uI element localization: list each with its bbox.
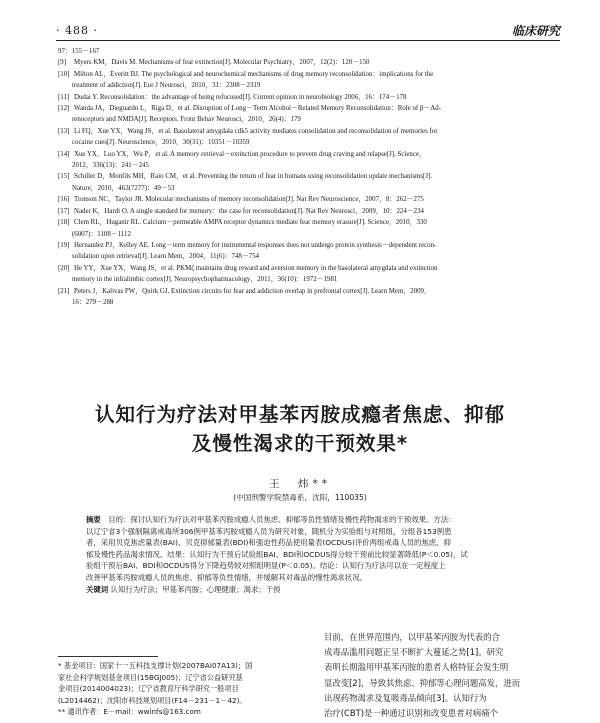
- reference-number: [19]: [58, 241, 70, 249]
- footnote-line: 金项目(2014004023)；辽宁省教育厅科学研究一般项目: [58, 684, 239, 694]
- reference-text: 16：279－288: [72, 298, 114, 306]
- body-line: 表明长期滥用甲基苯丙胺的患者人格特征会发生明: [324, 662, 509, 673]
- abstract-line-text: 目的：探讨认知行为疗法对甲基苯丙胺成瘾人员焦虑、抑郁等负性情绪及慢性药物渴求的干预效果。方法：: [108, 515, 456, 524]
- footnote-line: 家社会科学规划基金项目(15BGJ005)；辽宁省公益研究基: [58, 672, 243, 682]
- reference-line: [58, 206, 554, 217]
- footnote-line: * 基金项目：国家十一五科技支撑计划(2007BAI07A13)；国: [58, 661, 253, 670]
- reference-line: [58, 183, 554, 194]
- abstract-line: [86, 572, 556, 584]
- reference-text: Xue YX，Luo YX，Wu P，et al. A memory retrieval－extinction procedure to prevent drug craving and relapse[J]. Science，: [74, 150, 426, 158]
- reference-line: [58, 251, 554, 262]
- reference-line: [58, 80, 554, 91]
- reference-line: [58, 103, 554, 114]
- body-line: 显改变[2]，导致其焦虑、抑郁等心理问题高发，进而: [324, 677, 521, 688]
- reference-line: [58, 137, 554, 148]
- reference-text: 2012，336(13)：241－245: [72, 162, 149, 170]
- footnote-line: (L2014462)；沈阳市科技规划项目(F14－231－1－42)。: [58, 695, 247, 705]
- reference-text: Clem RL，Huganir RL. Calcium－permeable AMPA receptor dynamics mediate fear memory erasure[J]. Science，2010，330: [74, 219, 427, 227]
- reference-number: [15]: [58, 173, 70, 181]
- article-title-line-1: 认知行为疗法对甲基苯丙胺成瘾者焦虑、抑郁: [94, 403, 505, 426]
- abstract-line: [86, 526, 556, 538]
- reference-text: (6007)：1108－1112: [72, 230, 131, 238]
- abstract-line: [86, 560, 556, 572]
- reference-text: memory in the infralimbic cortex[J]. Neuropsychopharmacology，2011，36(10)：1972－1981: [72, 276, 338, 284]
- reference-line: [58, 229, 554, 240]
- author-name: 王 炜**: [269, 478, 331, 490]
- reference-text: Wanda JA，Dieguardo L，Riga D，et al. Disruption of Long－Term Alcohol－Related Memory Reconsolidation：Role of β－Ad-: [74, 105, 442, 113]
- reference-line: [58, 46, 554, 57]
- reference-list: [58, 46, 554, 308]
- reference-line: [58, 274, 554, 285]
- reference-line: [58, 263, 554, 274]
- reference-number: [9]: [58, 59, 67, 67]
- reference-number: [11]: [58, 93, 70, 101]
- reference-line: [58, 194, 554, 205]
- reference-text: Myers KM，Davis M. Mechanisms of fear extinction[J]. Molecular Psychiatry，2007，12(2)：120－150: [74, 59, 370, 67]
- reference-line: [58, 57, 554, 68]
- abstract-label: 摘要: [86, 515, 109, 524]
- header-rule: [56, 40, 560, 41]
- reference-text: Nader K，Hardt O. A single standard for memory：the case for reconsolidation[J]. Nat Rev Neurosci，2009，10：224－234: [74, 207, 425, 215]
- author-affiliation: (中国刑警学院禁毒系，沈阳，110035): [233, 493, 367, 502]
- reference-number: [18]: [58, 219, 70, 227]
- reference-text: Milton AL，Everitt BJ. The psychological and neurochemical mechanisms of drug memory reconsolidation：implications for the: [74, 70, 434, 78]
- keywords-line: [86, 584, 556, 596]
- abstract-text: [86, 514, 556, 584]
- abstract-line-text: 验组干预后BAI、BDI和OCDUS得分下降趋势较对照组明显(P＜0.05)。结论：认知行为疗法可以在一定程度上: [86, 561, 446, 571]
- body-paragraph: [324, 630, 560, 721]
- reference-line: [58, 114, 554, 125]
- reference-text: Li FQ，Xue YX，Wang JS，et al. Basolateral amygdala cdk5 activity mediates consolidation and reconsolidation of memories for: [74, 127, 438, 135]
- abstract-line: [86, 537, 556, 549]
- journal-name: 临床研究: [511, 24, 560, 38]
- keywords-text: 认知行为疗法；甲基苯丙胺；心理健康；渴求；干预: [110, 584, 281, 594]
- reference-number: [16]: [58, 196, 70, 204]
- footnote-block: [58, 660, 298, 718]
- body-line: 出现药物渴求及复吸毒品倾向[3]。认知行为: [324, 692, 487, 703]
- abstract-block: [86, 514, 556, 595]
- reference-text: cocaine cues[J]. Neuroscience，2010，30(31)：10351－10359: [72, 139, 250, 147]
- reference-number: [20]: [58, 264, 70, 272]
- reference-line: [58, 297, 554, 308]
- footnote-line: ** 通讯作者：E－mail：wwlnfs@163.com: [58, 707, 201, 717]
- reference-line: [58, 160, 554, 171]
- reference-line: [58, 149, 554, 160]
- footnote-rule: [58, 656, 158, 657]
- reference-text: Peters J，Kalivas PW，Quirk GJ. Extinction circuits for fear and addiction overlap in prefrontal cortex[J]. Learn Mem，2009，: [74, 287, 431, 295]
- article-title-line-2: 及慢性渴求的干预效果*: [191, 432, 409, 455]
- reference-line: [58, 171, 554, 182]
- page-number: · 488 ·: [56, 24, 98, 37]
- reference-number: [10]: [58, 70, 70, 78]
- reference-number: [21]: [58, 287, 70, 295]
- reference-line: [58, 126, 554, 137]
- reference-text: solidation upon retrieval[J]. Learn Mem，2004，11(6)：748－754: [72, 253, 260, 261]
- reference-number: [12]: [58, 105, 70, 113]
- body-line: 治疗(CBT)是一种通过识别和改变患者对病痛个: [324, 708, 498, 719]
- reference-line: [58, 92, 554, 103]
- reference-text: Hernandez PJ，Kelley AE. Long－term memory for instrumental responses does not undergo protein synthesis－dependent recon-: [74, 241, 437, 249]
- reference-number: [13]: [58, 127, 70, 135]
- abstract-line: [86, 549, 556, 561]
- abstract-line-text: 以辽宁省3个强制隔离戒毒所306例甲基苯丙胺成瘾人员为研究对象，随机分为实验组与对照组，分组各153例患: [86, 526, 452, 536]
- reference-number: [17]: [58, 207, 70, 215]
- reference-line: [58, 69, 554, 80]
- reference-text: treatment of addiction[J]. Eur J Neurosci，2010，31：2308－2319: [72, 82, 261, 90]
- reference-text: Dudai Y. Reconsolidation：the advantage of being refocused[J]. Current opinion in neurobiology 2006，16：174－178: [74, 93, 407, 101]
- reference-text: He YY，Xue YX，Wang JS，et al. PKMζ maintains drug reward and aversion memory in the basolateral amygdala and extinction: [74, 264, 438, 272]
- reference-text: Nature，2010，463(7277)：49－53: [72, 184, 175, 192]
- body-line: 目前，在世界范围内，以甲基苯丙胺为代表的合: [324, 632, 500, 642]
- reference-text: Schiller D，Monfils MH，Raio CM，et al. Preventing the return of fear in humans using reconsolidation update mechanisms[J].: [74, 173, 433, 181]
- reference-line: [58, 217, 554, 228]
- reference-text: Tronson NC，Taylor JR. Molecular mechanisms of memory reconsolidation[J]. Nat Rev Neuroscience，2007，8：262－275: [74, 196, 424, 204]
- reference-text: 97：155－167: [58, 48, 100, 55]
- reference-text: renoceptors and NMDA[J]. Receptors. Front Behav Neurosci，2010，26(4)：179: [72, 116, 301, 124]
- keywords-label: 关键词: [86, 584, 109, 594]
- abstract-line-text: 郁及慢性药品渴求情况。结果：认知行为干预后试验组BAI、BDI和OCDUS得分较干预前比较显著降低(P＜0.05)，试: [86, 549, 468, 559]
- abstract-line-text: 改善甲基苯丙胺成瘾人员的焦虑、抑郁等负性情绪，并缓解其对毒品的慢性渴求状况。: [86, 572, 367, 582]
- abstract-line: [86, 514, 556, 526]
- reference-number: [14]: [58, 150, 70, 158]
- body-line: 成毒品滥用问题正呈不断扩大蔓延之势[1]。研究: [324, 647, 504, 658]
- reference-line: [58, 286, 554, 297]
- reference-line: [58, 240, 554, 251]
- abstract-line-text: 者，采用贝克焦虑量表(BAI)、贝克抑郁量表(BDI)和强迫性药品使用量表(OCDUS)评价两组戒毒人员的焦虑、抑: [86, 538, 451, 548]
